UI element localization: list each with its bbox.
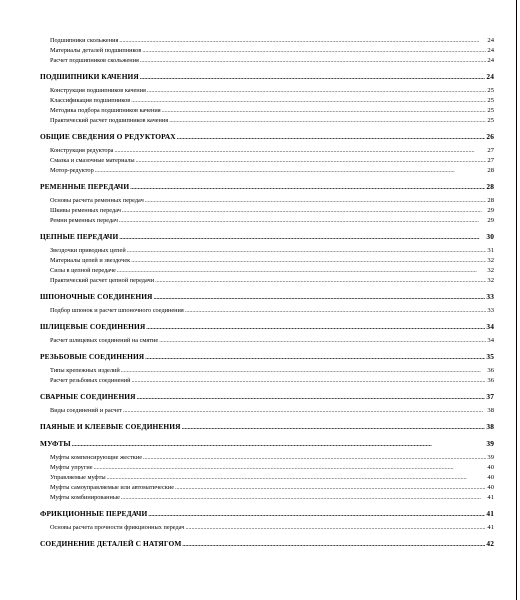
- toc-subsection-entry[interactable]: [40, 116, 494, 126]
- toc-entry-title: Подшипники скольжения: [50, 37, 119, 44]
- toc-page-number: 29: [487, 217, 494, 224]
- toc-entry-title: РЕМЕННЫЕ ПЕРЕДАЧИ: [40, 182, 130, 191]
- dot-leader: [94, 465, 487, 471]
- toc-page-number: 35: [486, 352, 494, 361]
- toc-subsection-entry[interactable]: [40, 36, 494, 46]
- toc-entry-title: Практический расчет подшипников качения: [50, 117, 169, 124]
- toc-subsection-entry[interactable]: [40, 166, 494, 176]
- toc-subsection-entry[interactable]: [40, 256, 494, 266]
- dot-leader: [177, 135, 486, 141]
- dot-leader: [123, 408, 486, 414]
- toc-entry-title: ПОДШИПНИКИ КАЧЕНИЯ: [40, 72, 139, 81]
- dot-leader: [147, 88, 486, 94]
- dot-leader: [185, 308, 487, 314]
- dot-leader: [155, 278, 486, 284]
- toc-entry-title: Конструкция подшипников качения: [50, 87, 146, 94]
- toc-page-number: 30: [486, 232, 494, 241]
- toc-page-number: 28: [487, 197, 494, 204]
- toc-page-number: 24: [487, 47, 494, 54]
- toc-page-number: 27: [487, 147, 494, 154]
- toc-page-number: 28: [487, 167, 494, 174]
- toc-section-heading[interactable]: [40, 421, 494, 433]
- toc-entry-title: Конструкция редуктора: [50, 147, 114, 154]
- dot-leader: [121, 368, 487, 374]
- toc-entry-title: Смазка и смазочные материалы: [50, 157, 135, 164]
- dot-leader: [119, 218, 487, 224]
- toc-subsection-entry[interactable]: [40, 106, 494, 116]
- toc-section-heading[interactable]: [40, 321, 494, 333]
- dot-leader: [140, 75, 486, 81]
- dot-leader: [72, 442, 486, 448]
- dot-leader: [122, 208, 486, 214]
- toc-page-number: 39: [486, 439, 494, 448]
- dot-leader: [148, 512, 485, 518]
- dot-leader: [127, 248, 487, 254]
- toc-page-number: 32: [487, 277, 494, 284]
- toc-entry-title: Материалы деталей подшипников: [50, 47, 142, 54]
- toc-subsection-entry[interactable]: [40, 206, 494, 216]
- toc-page-number: 24: [487, 37, 494, 44]
- toc-entry-title: ШПОНОЧНЫЕ СОЕДИНЕНИЯ: [40, 292, 153, 301]
- toc-entry-title: СВАРНЫЕ СОЕДИНЕНИЯ: [40, 392, 136, 401]
- dot-leader: [132, 378, 487, 384]
- toc-entry-title: Мотор-редуктор: [50, 167, 94, 174]
- toc-subsection-entry[interactable]: [40, 336, 494, 346]
- toc-page-number: 38: [487, 407, 494, 414]
- toc-entry-title: Методика подбора подшипников качения: [50, 107, 161, 114]
- dot-leader: [169, 118, 486, 124]
- toc-entry-title: Муфты комбинированные: [50, 494, 120, 501]
- toc-page-number: 33: [486, 292, 494, 301]
- dot-leader: [154, 295, 486, 301]
- toc-entry-title: Муфты компенсирующие жесткие: [50, 454, 143, 461]
- dot-leader: [131, 258, 486, 264]
- toc-subsection-entry[interactable]: [40, 523, 494, 533]
- toc-page-number: 40: [487, 464, 494, 471]
- toc-entry-title: Расчет подшипников скольжения: [50, 57, 139, 64]
- toc-page-number: 39: [487, 454, 494, 461]
- page-edge-line: [516, 0, 517, 600]
- toc-entry-title: Материалы цепей и звездочек: [50, 257, 131, 264]
- toc-section-heading[interactable]: [40, 291, 494, 303]
- toc-subsection-entry[interactable]: [40, 156, 494, 166]
- toc-page-number: 24: [487, 57, 494, 64]
- toc-entry-title: Типы крепежных изделий: [50, 367, 120, 374]
- toc-section-heading[interactable]: [40, 351, 494, 363]
- toc-section-heading[interactable]: [40, 71, 494, 83]
- dot-leader: [182, 542, 485, 548]
- toc-page-number: 41: [486, 509, 494, 518]
- dot-leader: [117, 268, 487, 274]
- dot-leader: [145, 198, 487, 204]
- toc-entry-title: ЦЕПНЫЕ ПЕРЕДАЧИ: [40, 232, 119, 241]
- toc-section-heading[interactable]: [40, 538, 494, 550]
- toc-entry-title: Основы расчета прочности фрикционных передач: [50, 524, 185, 531]
- toc-subsection-entry[interactable]: [40, 473, 494, 483]
- toc-subsection-entry[interactable]: [40, 146, 494, 156]
- toc-page-number: 28: [486, 182, 494, 191]
- toc-page-number: 37: [486, 392, 494, 401]
- toc-subsection-entry[interactable]: [40, 483, 494, 493]
- toc-subsection-entry[interactable]: [40, 453, 494, 463]
- toc-entry-title: Виды соединений и расчет: [50, 407, 123, 414]
- toc-entry-title: Классификация подшипников: [50, 97, 131, 104]
- toc-page-number: 29: [487, 207, 494, 214]
- toc-page-number: 27: [487, 157, 494, 164]
- dot-leader: [175, 485, 486, 491]
- toc-section-heading[interactable]: [40, 508, 494, 520]
- toc-page-number: 32: [487, 257, 494, 264]
- toc-subsection-entry[interactable]: [40, 366, 494, 376]
- toc-section-heading[interactable]: [40, 181, 494, 193]
- dot-leader: [142, 48, 486, 54]
- toc-subsection-entry[interactable]: [40, 216, 494, 226]
- toc-page-number: 41: [487, 524, 494, 531]
- toc-page-number: 33: [487, 307, 494, 314]
- toc-subsection-entry[interactable]: [40, 96, 494, 106]
- dot-leader: [121, 495, 487, 501]
- dot-leader: [130, 185, 485, 191]
- dot-leader: [107, 475, 487, 481]
- toc-subsection-entry[interactable]: [40, 306, 494, 316]
- toc-page-number: 25: [487, 97, 494, 104]
- toc-page-number: 32: [487, 267, 494, 274]
- toc-subsection-entry[interactable]: [40, 56, 494, 66]
- dot-leader: [95, 168, 487, 174]
- toc-entry-title: Подбор шпонок и расчет шпоночного соединения: [50, 307, 184, 314]
- toc-section-heading[interactable]: [40, 438, 494, 450]
- toc-entry-title: Управляемые муфты: [50, 474, 106, 481]
- dot-leader: [114, 148, 486, 154]
- dot-leader: [137, 395, 486, 401]
- dot-leader: [159, 338, 486, 344]
- dot-leader: [182, 425, 486, 431]
- dot-leader: [119, 38, 486, 44]
- toc-entry-title: Звездочки приводных цепей: [50, 247, 126, 254]
- toc-entry-title: ОБЩИЕ СВЕДЕНИЯ О РЕДУКТОРАХ: [40, 132, 176, 141]
- toc-section-heading[interactable]: [40, 231, 494, 243]
- toc-entry-title: Расчет шлицевых соединений на смятие: [50, 337, 159, 344]
- toc-entry-title: Шкивы ременных передач: [50, 207, 121, 214]
- toc-entry-title: ШЛИЦЕВЫЕ СОЕДИНЕНИЯ: [40, 322, 146, 331]
- toc-page-number: 40: [487, 474, 494, 481]
- toc-entry-title: Расчет резьбовых соединений: [50, 377, 131, 384]
- toc-page-number: 25: [487, 117, 494, 124]
- toc-subsection-entry[interactable]: [40, 86, 494, 96]
- dot-leader: [162, 108, 487, 114]
- toc-page-number: 26: [486, 132, 494, 141]
- toc-entry-title: ПАЯНЫЕ И КЛЕЕВЫЕ СОЕДИНЕНИЯ: [40, 422, 181, 431]
- toc-entry-title: ФРИКЦИОННЫЕ ПЕРЕДАЧИ: [40, 509, 148, 518]
- toc-subsection-entry[interactable]: [40, 266, 494, 276]
- toc-subsection-entry[interactable]: [40, 196, 494, 206]
- toc-entry-title: Муфты упругие: [50, 464, 93, 471]
- toc-page-number: 41: [487, 494, 494, 501]
- toc-entry-title: Муфты самоуправляемые или автоматические: [50, 484, 174, 491]
- toc-entry-title: МУФТЫ: [40, 439, 71, 448]
- toc-entry-title: СОЕДИНЕНИЕ ДЕТАЛЕЙ С НАТЯГОМ: [40, 539, 182, 548]
- dot-leader: [136, 158, 487, 164]
- dot-leader: [145, 355, 485, 361]
- toc-page-number: 36: [487, 377, 494, 384]
- toc-entry-title: Практический расчет цепной передачи: [50, 277, 155, 284]
- toc-page-number: 25: [487, 87, 494, 94]
- dot-leader: [131, 98, 486, 104]
- dot-leader: [119, 235, 485, 241]
- toc-subsection-entry[interactable]: [40, 463, 494, 473]
- dot-leader: [140, 58, 487, 64]
- toc-section-heading[interactable]: [40, 131, 494, 143]
- toc-subsection-entry[interactable]: [40, 276, 494, 286]
- toc-subsection-entry[interactable]: [40, 46, 494, 56]
- toc-page-number: 40: [487, 484, 494, 491]
- toc-entry-title: РЕЗЬБОВЫЕ СОЕДИНЕНИЯ: [40, 352, 145, 361]
- toc-subsection-entry[interactable]: [40, 376, 494, 386]
- table-of-contents: [40, 36, 494, 553]
- toc-page-number: 38: [486, 422, 494, 431]
- toc-page-number: 25: [487, 107, 494, 114]
- dot-leader: [146, 325, 485, 331]
- toc-entry-title: Основы расчета ременных передач: [50, 197, 144, 204]
- toc-section-heading[interactable]: [40, 391, 494, 403]
- dot-leader: [143, 455, 486, 461]
- toc-subsection-entry[interactable]: [40, 493, 494, 503]
- toc-page-number: 36: [487, 367, 494, 374]
- dot-leader: [185, 525, 486, 531]
- toc-subsection-entry[interactable]: [40, 246, 494, 256]
- toc-page-number: 31: [487, 247, 494, 254]
- toc-subsection-entry[interactable]: [40, 406, 494, 416]
- toc-entry-title: Силы в цепной передаче: [50, 267, 116, 274]
- toc-entry-title: Ремни ременных передач: [50, 217, 118, 224]
- toc-page-number: 42: [486, 539, 494, 548]
- toc-page-number: 34: [486, 322, 494, 331]
- toc-page-number: 24: [486, 72, 494, 81]
- toc-page-number: 34: [487, 337, 494, 344]
